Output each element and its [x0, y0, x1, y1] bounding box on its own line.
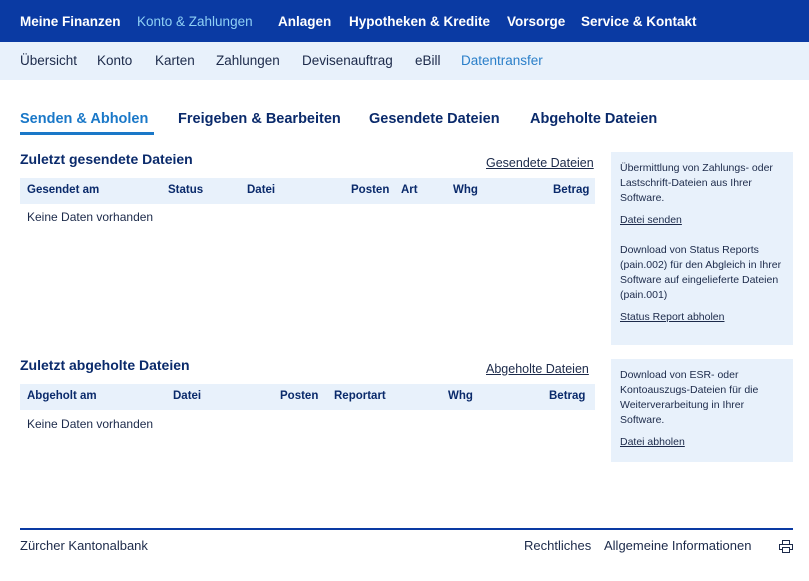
col-status[interactable]: Status [168, 184, 204, 196]
subnav-karten[interactable]: Karten [155, 53, 195, 68]
fetch-file-link[interactable]: Datei abholen [620, 436, 685, 448]
send-file-link[interactable]: Datei senden [620, 214, 682, 226]
col-reportart[interactable]: Reportart [334, 390, 386, 402]
col-posten[interactable]: Posten [280, 390, 319, 402]
sent-files-table-header [20, 178, 595, 204]
fetched-files-link[interactable]: Abgeholte Dateien [486, 362, 589, 376]
subnav-uebersicht[interactable]: Übersicht [20, 53, 78, 68]
info-box-fetch [611, 359, 793, 462]
subnav-devisenauftrag[interactable]: Devisenauftrag [302, 53, 393, 68]
info-text-send: Übermittlung von Zahlungs- oder Lastschrift-Dateien aus Ihrer Software. [620, 162, 773, 204]
active-tab-indicator [20, 132, 154, 135]
subnav-datentransfer[interactable]: Datentransfer [461, 53, 543, 68]
col-betrag[interactable]: Betrag [549, 390, 586, 402]
sent-files-empty: Keine Daten vorhanden [27, 210, 154, 224]
col-art[interactable]: Art [401, 184, 418, 196]
col-betrag[interactable]: Betrag [553, 184, 590, 196]
col-whg[interactable]: Whg [453, 184, 478, 196]
tab-abgeholte-dateien[interactable]: Abgeholte Dateien [530, 111, 658, 127]
info-text-status-report: Download von Status Reports (pain.002) für den Abgleich in Ihrer Software auf eingelieferte Dateien (pain.001) [620, 244, 782, 301]
topnav-anlagen[interactable]: Anlagen [278, 14, 332, 29]
topnav-service-kontakt[interactable]: Service & Kontakt [581, 14, 697, 29]
footer-divider [20, 528, 793, 530]
footer-link-allgemeine-informationen[interactable]: Allgemeine Informationen [604, 538, 752, 553]
sent-files-link[interactable]: Gesendete Dateien [486, 156, 594, 170]
subnav-ebill[interactable]: eBill [415, 53, 441, 68]
bank-name: Zürcher Kantonalbank [20, 538, 148, 553]
tab-freigeben-bearbeiten[interactable]: Freigeben & Bearbeiten [178, 111, 341, 127]
status-report-link[interactable]: Status Report abholen [620, 311, 725, 323]
tab-senden-abholen[interactable]: Senden & Abholen [20, 111, 149, 127]
info-text-fetch: Download von ESR- oder Kontoauszugs-Dateien für die Weiterverarbeitung in Ihrer Software. [620, 369, 759, 426]
topnav-konto-zahlungen[interactable]: Konto & Zahlungen [137, 14, 253, 29]
col-gesendet-am[interactable]: Gesendet am [27, 184, 100, 196]
printer-icon[interactable] [779, 540, 793, 553]
topnav-meine-finanzen[interactable]: Meine Finanzen [20, 14, 121, 29]
fetched-files-table-header [20, 384, 595, 410]
col-abgeholt-am[interactable]: Abgeholt am [27, 390, 97, 402]
sent-files-title: Zuletzt gesendete Dateien [20, 151, 193, 167]
topnav-vorsorge[interactable]: Vorsorge [507, 14, 566, 29]
col-datei[interactable]: Datei [247, 184, 276, 196]
topnav-hypotheken-kredite[interactable]: Hypotheken & Kredite [349, 14, 491, 29]
subnav-zahlungen[interactable]: Zahlungen [216, 53, 280, 68]
top-navigation [0, 0, 809, 42]
subnav-konto[interactable]: Konto [97, 53, 133, 68]
sub-navigation [0, 42, 809, 80]
footer-link-rechtliches[interactable]: Rechtliches [524, 538, 592, 553]
tab-gesendete-dateien[interactable]: Gesendete Dateien [369, 111, 500, 127]
info-box-send [611, 152, 793, 345]
col-posten[interactable]: Posten [351, 184, 390, 196]
col-whg[interactable]: Whg [448, 390, 473, 402]
fetched-files-empty: Keine Daten vorhanden [27, 417, 154, 431]
col-datei[interactable]: Datei [173, 390, 202, 402]
fetched-files-title: Zuletzt abgeholte Dateien [20, 357, 190, 373]
